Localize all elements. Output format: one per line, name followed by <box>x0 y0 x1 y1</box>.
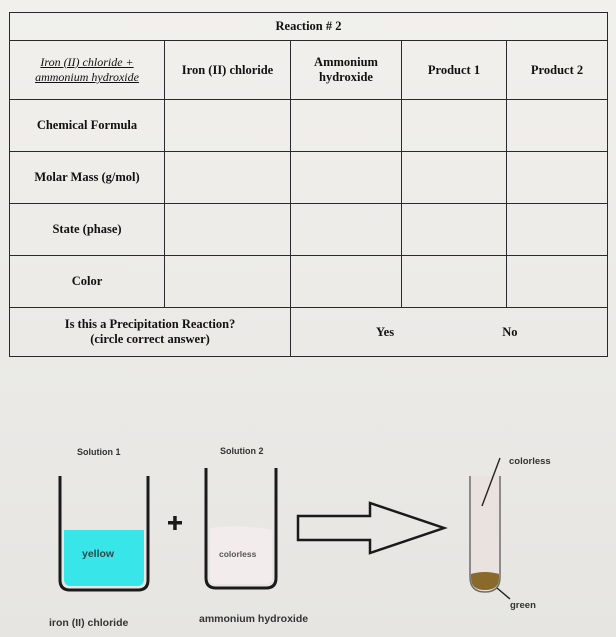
cell-empty[interactable] <box>291 204 402 256</box>
solution-2-name: ammonium hydroxide <box>199 613 309 625</box>
test-tube <box>470 458 510 599</box>
table-row <box>10 152 608 204</box>
solution-2-color-text: colorless <box>219 549 257 559</box>
table-row <box>10 100 608 152</box>
solution-1-color-text: yellow <box>82 548 115 560</box>
cell-empty[interactable] <box>507 100 608 152</box>
cell-empty[interactable] <box>402 152 507 204</box>
plus-sign <box>168 516 182 530</box>
cell-empty[interactable] <box>165 100 291 152</box>
cell-empty[interactable] <box>402 256 507 308</box>
cell-empty[interactable] <box>507 204 608 256</box>
table-header-row <box>10 41 608 100</box>
header-product-2: Product 2 <box>507 41 608 100</box>
cell-empty[interactable] <box>291 152 402 204</box>
cell-empty[interactable] <box>507 256 608 308</box>
beaker-1 <box>60 476 148 590</box>
precipitate <box>471 572 499 590</box>
cell-empty[interactable] <box>507 152 608 204</box>
table-title-row <box>10 13 608 41</box>
table-row <box>10 256 608 308</box>
header-product-1: Product 1 <box>402 41 507 100</box>
table-title: Reaction # 2 <box>10 13 608 41</box>
question-note: (circle correct answer) <box>90 332 210 346</box>
reaction-arrow <box>298 503 444 553</box>
answer-no[interactable]: No <box>502 324 518 339</box>
cell-empty[interactable] <box>165 204 291 256</box>
green-pointer <box>497 588 510 599</box>
reaction-illustration <box>0 360 616 637</box>
beaker-2 <box>206 468 276 588</box>
header-reaction: Iron (II) chloride + ammonium hydroxide <box>10 41 165 100</box>
solution-1-name: iron (II) chloride <box>49 617 129 629</box>
product-top-label: colorless <box>509 456 551 467</box>
reaction-table <box>9 12 608 357</box>
header-ammonium-hydroxide: Ammonium hydroxide <box>291 41 402 100</box>
cell-empty[interactable] <box>291 100 402 152</box>
table-row <box>10 204 608 256</box>
cell-empty[interactable] <box>165 256 291 308</box>
answer-yes[interactable]: Yes <box>376 324 395 339</box>
row-label-state: State (phase) <box>10 204 165 256</box>
cell-empty[interactable] <box>402 204 507 256</box>
cell-empty[interactable] <box>165 152 291 204</box>
precipitation-question-row <box>10 308 608 357</box>
row-label-formula: Chemical Formula <box>10 100 165 152</box>
solution-2-label: Solution 2 <box>220 446 264 456</box>
product-bottom-label: green <box>510 600 536 611</box>
row-label-molar-mass: Molar Mass (g/mol) <box>10 152 165 204</box>
header-iron-chloride: Iron (II) chloride <box>165 41 291 100</box>
answer-cell <box>291 308 608 357</box>
cell-empty[interactable] <box>291 256 402 308</box>
precipitation-question <box>10 308 291 357</box>
cell-empty[interactable] <box>402 100 507 152</box>
row-label-color: Color <box>10 256 165 308</box>
solution-1-label: Solution 1 <box>77 447 121 457</box>
question-text: Is this a Precipitation Reaction? <box>64 317 236 331</box>
